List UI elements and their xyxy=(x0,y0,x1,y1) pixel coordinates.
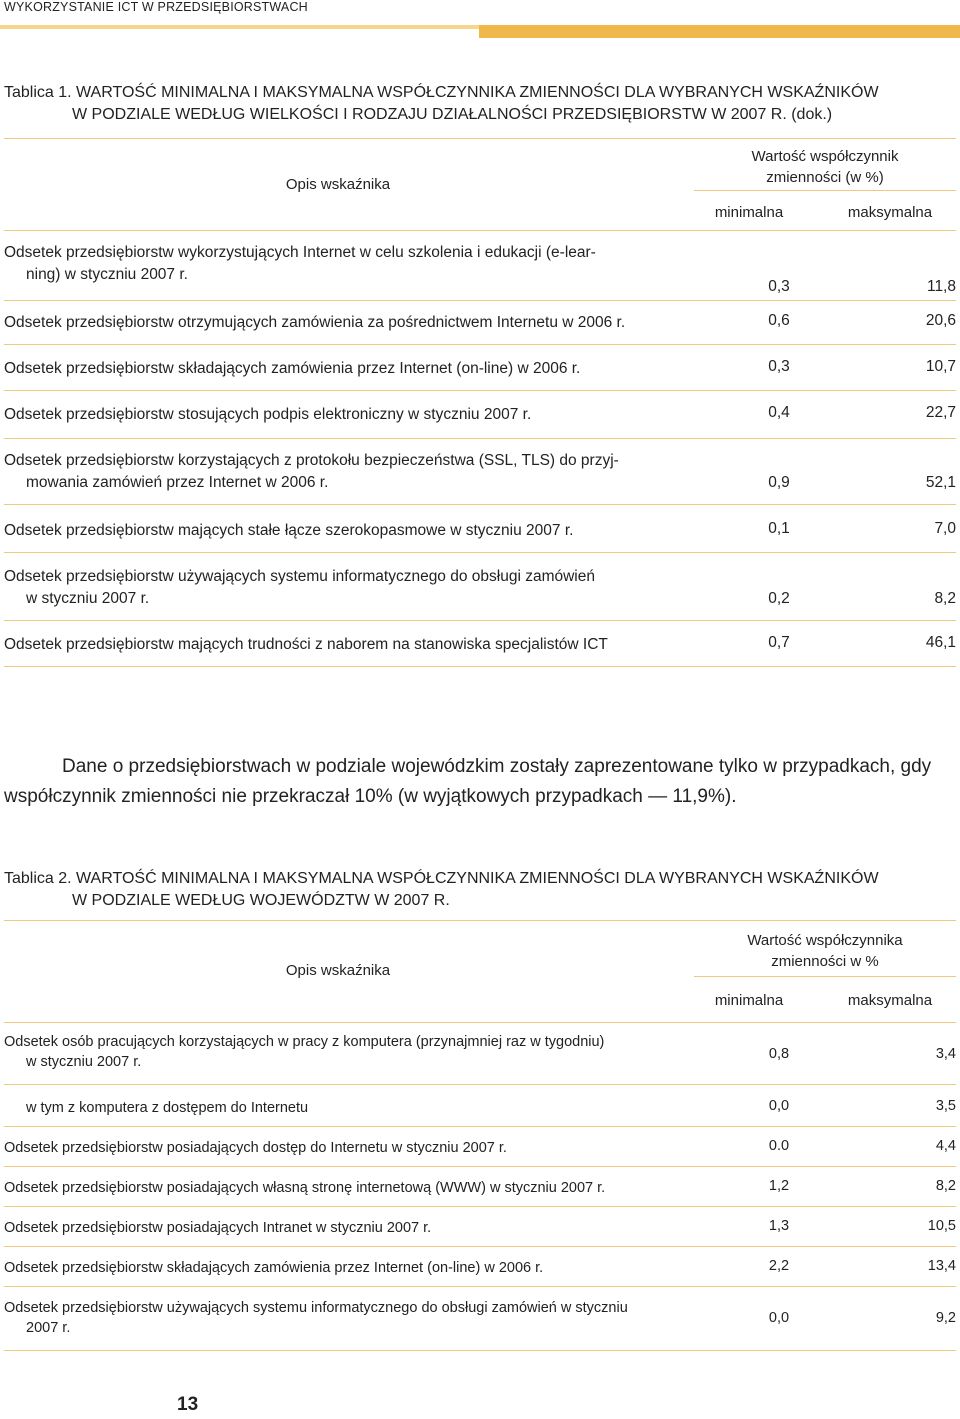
table1-header-value-line1: Wartość współczynnik xyxy=(751,148,899,165)
table2-header-value-line1: Wartość współczynnika xyxy=(747,932,903,949)
row-description: w tym z komputera z dostępem do Internetu xyxy=(26,1100,309,1116)
row-description: Odsetek przedsiębiorstw wykorzystujących Internet w celu szkolenia i edukacji (e-lear- ning) w styczniu 2007 r. xyxy=(4,244,596,283)
row-description: Odsetek przedsiębiorstw używających systemu informatycznego do obsługi zamówień w styczniu 2007 r. xyxy=(4,568,595,607)
table2-row-divider xyxy=(4,1286,956,1287)
row-min-value: 2,2 xyxy=(768,1258,790,1274)
table2-rule-header-bottom xyxy=(4,1022,956,1023)
header-accent-block xyxy=(479,25,960,38)
row-max-value: 13,4 xyxy=(927,1258,956,1274)
row-min-value: 0,8 xyxy=(768,1046,790,1062)
page-number: 13 xyxy=(177,1394,199,1415)
row-min-value: 0.0 xyxy=(768,1138,790,1154)
row-max-value: 10,7 xyxy=(925,358,956,375)
row-max-value: 4,4 xyxy=(935,1138,956,1154)
table1-row-divider xyxy=(4,438,956,439)
table1-row-divider xyxy=(4,552,956,553)
row-min-value: 0,6 xyxy=(768,312,790,329)
row-description: Odsetek przedsiębiorstw otrzymujących zamówienia za pośrednictwem Internetu w 2006 r. xyxy=(4,314,626,331)
row-max-value: 9,2 xyxy=(935,1310,956,1326)
table2-row-divider xyxy=(4,1166,956,1167)
row-description: Odsetek przedsiębiorstw korzystających z protokołu bezpieczeństwa (SSL, TLS) do przyj- mowania zamówień przez Internet w 2006 r. xyxy=(4,452,619,491)
row-max-value: 46,1 xyxy=(925,634,956,651)
table2-row-divider xyxy=(4,1206,956,1207)
table2-header-min: minimalna xyxy=(714,992,784,1009)
row-description: Odsetek osób pracujących korzystających w pracy z komputera (przynajmniej raz w tygodniu) w styczniu 2007 r. xyxy=(4,1034,605,1070)
table1-header-description: Opis wskaźnika xyxy=(285,176,391,193)
table1-header-value xyxy=(694,146,956,188)
row-max-value: 11,8 xyxy=(926,278,956,295)
table-row xyxy=(4,450,956,496)
row-max-value: 10,5 xyxy=(927,1218,956,1234)
table1-rule-bottom xyxy=(4,666,956,667)
row-min-value: 0,7 xyxy=(768,634,790,651)
table1-caption-title-line2: W PODZIALE WEDŁUG WIELKOŚCI I RODZAJU DZIAŁALNOŚCI PRZEDSIĘBIORSTW W 2007 R. (dok.) xyxy=(72,106,833,123)
row-min-value: 0,3 xyxy=(768,278,790,295)
table1-caption-title-line1: WARTOŚĆ MINIMALNA I MAKSYMALNA WSPÓŁCZYNNIKA ZMIENNOŚCI DLA WYBRANYCH WSKAŹNIKÓW xyxy=(76,84,879,101)
table2-caption xyxy=(4,868,879,912)
row-description: Odsetek przedsiębiorstw mających trudności z naborem na stanowiska specjalistów ICT xyxy=(4,636,608,653)
table2-row-divider xyxy=(4,1126,956,1127)
table1-rule-top xyxy=(4,138,956,139)
row-max-value: 7,0 xyxy=(934,520,956,537)
row-max-value: 52,1 xyxy=(925,474,956,491)
row-min-value: 0,1 xyxy=(768,520,790,537)
table-row xyxy=(4,1032,956,1076)
table2 xyxy=(4,920,956,1352)
row-min-value: 1,3 xyxy=(768,1218,790,1234)
body-paragraph-line2: współczynnik zmienności nie przekraczał 10% (w wyjątkowych przypadkach — 11,9%). xyxy=(4,786,737,807)
table1-row-divider xyxy=(4,504,956,505)
table1-header-value-line2: zmienności (w %) xyxy=(766,169,884,186)
body-paragraph xyxy=(4,752,954,812)
row-description: Odsetek przedsiębiorstw stosujących podpis elektroniczny w styczniu 2007 r. xyxy=(4,406,532,423)
table2-rule-top xyxy=(4,920,956,921)
table1-rule-header-bottom xyxy=(4,230,956,231)
row-description: Odsetek przedsiębiorstw posiadających własną stronę internetową (WWW) w styczniu 2007 r. xyxy=(4,1180,606,1196)
table1-row-divider xyxy=(4,344,956,345)
table1-row-divider xyxy=(4,390,956,391)
row-min-value: 0,0 xyxy=(768,1310,790,1326)
table2-header-value-line2: zmienności w % xyxy=(771,953,879,970)
row-description: Odsetek przedsiębiorstw używających systemu informatycznego do obsługi zamówień w styczniu 2007 r. xyxy=(4,1300,628,1336)
row-description: Odsetek przedsiębiorstw składających zamówienia przez Internet (on-line) w 2006 r. xyxy=(4,1260,544,1276)
table2-rule-bottom xyxy=(4,1350,956,1351)
table-row xyxy=(4,1298,956,1342)
row-min-value: 0,0 xyxy=(768,1098,790,1114)
row-description: Odsetek przedsiębiorstw posiadających Intranet w styczniu 2007 r. xyxy=(4,1220,432,1236)
table1-caption-number: Tablica 1. xyxy=(4,84,72,101)
table2-caption-title-line2: W PODZIALE WEDŁUG WOJEWÓDZTW W 2007 R. xyxy=(72,892,450,909)
running-head: WYKORZYSTANIE ICT W PRZEDSIĘBIORSTWACH xyxy=(4,0,308,14)
row-max-value: 20,6 xyxy=(925,312,956,329)
row-min-value: 0,9 xyxy=(768,474,790,491)
table2-header-value xyxy=(694,930,956,972)
table1-row-divider xyxy=(4,300,956,301)
row-description: Odsetek przedsiębiorstw posiadających dostęp do Internetu w styczniu 2007 r. xyxy=(4,1140,507,1156)
table2-header-max: maksymalna xyxy=(847,992,933,1009)
body-paragraph-line1: Dane o przedsiębiorstwach w podziale wojewódzkim zostały zaprezentowane tylko w przypadkach, gdy xyxy=(62,756,932,777)
table-row xyxy=(4,566,956,612)
table2-caption-number: Tablica 2. xyxy=(4,870,72,887)
row-description: Odsetek przedsiębiorstw mających stałe łącze szerokopasmowe w styczniu 2007 r. xyxy=(4,522,574,539)
table2-header-description: Opis wskaźnika xyxy=(285,962,391,979)
table1-caption xyxy=(4,82,879,126)
row-min-value: 0,4 xyxy=(768,404,790,421)
table1 xyxy=(4,138,956,668)
table1-row-divider xyxy=(4,620,956,621)
row-min-value: 0,2 xyxy=(768,590,790,607)
row-max-value: 3,5 xyxy=(935,1098,956,1114)
table2-caption-title-line1: WARTOŚĆ MINIMALNA I MAKSYMALNA WSPÓŁCZYNNIKA ZMIENNOŚCI DLA WYBRANYCH WSKAŹNIKÓW xyxy=(76,870,879,887)
row-max-value: 8,2 xyxy=(935,1178,956,1194)
row-max-value: 8,2 xyxy=(934,590,956,607)
table2-row-divider xyxy=(4,1246,956,1247)
table2-row-divider xyxy=(4,1084,956,1085)
row-min-value: 1,2 xyxy=(768,1178,790,1194)
row-description: Odsetek przedsiębiorstw składających zamówienia przez Internet (on-line) w 2006 r. xyxy=(4,360,581,377)
row-max-value: 3,4 xyxy=(935,1046,956,1062)
table1-header-min: minimalna xyxy=(714,204,784,221)
table-row xyxy=(4,242,956,295)
table1-header-max: maksymalna xyxy=(847,204,933,221)
table1-rule-subheader xyxy=(694,190,956,191)
row-max-value: 22,7 xyxy=(925,404,956,421)
row-min-value: 0,3 xyxy=(768,358,790,375)
table2-rule-subheader xyxy=(694,976,956,977)
